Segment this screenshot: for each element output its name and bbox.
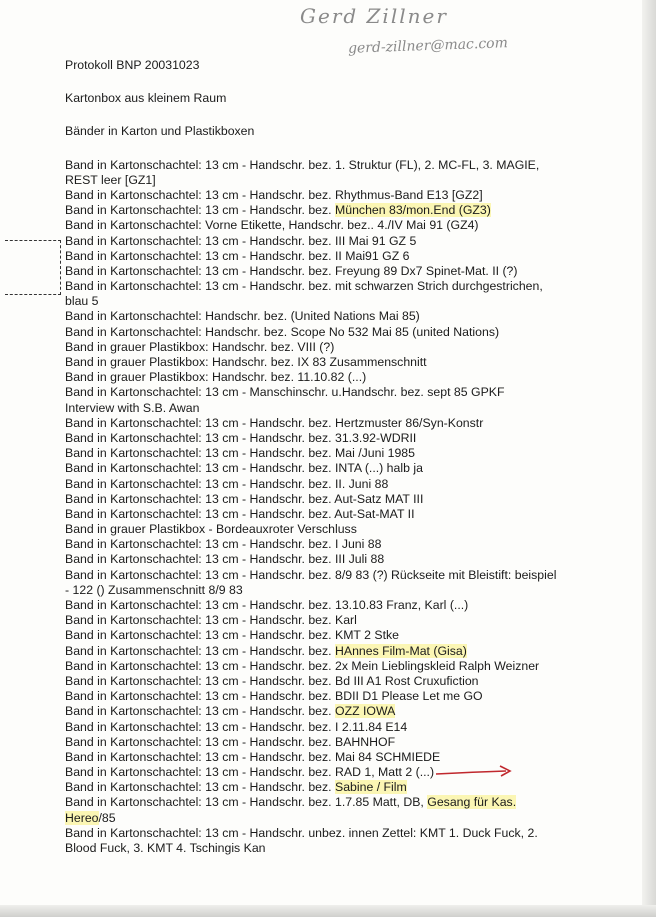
entry-text: Band in Kartonschachtel: 13 cm - Handschr. bez. Rhythmus-Band E13 [GZ2] [65, 187, 483, 202]
entry-list [65, 158, 595, 857]
entry-text: Blood Fuck, 3. KMT 4. Tschingis Kan [65, 841, 266, 855]
entry-line [65, 780, 595, 795]
entry-line [65, 613, 595, 628]
entry-text-tail: /85 [98, 810, 116, 825]
entry-line [65, 735, 595, 750]
entry-line [65, 583, 595, 598]
entry-line [65, 811, 595, 826]
handwritten-name: Gerd Zillner [300, 4, 448, 28]
entry-text: Band in Kartonschachtel: 13 cm - Handschr. bez. Freyung 89 Dx7 Spinet-Mat. II (?) [65, 263, 518, 278]
highlighted-text: HAnnes Film-Mat (Gisa) [335, 643, 467, 658]
entry-text: Band in Kartonschachtel: 13 cm - Handschr. bez. BAHNHOF [65, 734, 396, 749]
entry-line [65, 446, 595, 461]
highlighted-text: Sabine / Film [335, 780, 407, 795]
entry-text: Band in grauer Plastikbox: Handschr. bez. IX 83 Zusammenschnitt [65, 355, 427, 369]
entry-line [65, 173, 595, 188]
entry-line [65, 218, 595, 233]
entry-line [65, 507, 595, 522]
entry-text: Band in Kartonschachtel: 13 cm - Handschr. bez. III Juli 88 [65, 552, 385, 567]
entry-text: Band in Kartonschachtel: 13 cm - Handschr. bez. mit schwarzen Strich durchgestrichen, [65, 279, 543, 294]
entry-line [65, 492, 595, 507]
entry-text: Band in Kartonschachtel: 13 cm - Handschr. bez. II Mai91 GZ 6 [65, 248, 410, 263]
entry-text: Band in Kartonschachtel: 13 cm - Handschr. bez. 2x Mein Lieblingskleid Ralph Weizner [65, 658, 540, 673]
section-heading: Bänder in Karton und Plastikboxen [65, 124, 255, 139]
highlighted-text: OZZ IOWA [335, 704, 396, 719]
handwritten-email: gerd-zillner@mac.com [347, 35, 509, 57]
entry-text: Band in Kartonschachtel: 13 cm - Handschr. bez. II. Juni 88 [65, 476, 389, 491]
entry-text: Band in Kartonschachtel: 13 cm - Handschr. bez. III Mai 91 GZ 5 [65, 233, 417, 248]
entry-text: Band in Kartonschachtel: Handschr. bez. Scope No 532 Mai 85 (united Nations) [65, 324, 500, 339]
entry-text: Band in Kartonschachtel: 13 cm - Handschr. bez. Hertzmuster 86/Syn-Konstr [65, 415, 484, 430]
entry-text: Band in Kartonschachtel: 13 cm - Handschr. bez. Bd III A1 Rost Cruxufiction [65, 673, 479, 688]
entry-text: Band in Kartonschachtel: 13 cm - Handschr. bez. Mai 84 SCHMIEDE [65, 749, 441, 764]
entry-text: Band in Kartonschachtel: Vorne Etikette, Handschr. bez.. 4./IV Mai 91 (GZ4) [65, 218, 479, 233]
entry-text: Band in grauer Plastikbox: Handschr. bez. VIII (?) [65, 339, 335, 354]
entry-text: Band in Kartonschachtel: 13 cm - Handschr. bez. [65, 704, 335, 719]
entry-text: Band in Kartonschachtel: 13 cm - Handschr. bez. 13.10.83 Franz, Karl (...) [65, 598, 469, 612]
entry-line [65, 158, 595, 173]
entry-line [65, 765, 595, 780]
entry-text: Band in Kartonschachtel: 13 cm - Handschr. bez. 31.3.92-WDRII [65, 430, 417, 445]
entry-text: Band in grauer Plastikbox: Handschr. bez. 11.10.82 (...) [65, 370, 367, 385]
entry-line [65, 826, 595, 841]
entry-line [65, 401, 595, 416]
entry-line [65, 689, 595, 704]
entry-line [65, 659, 595, 674]
entry-text: Band in Kartonschachtel: 13 cm - Handschr. bez. [65, 203, 335, 218]
entry-line [65, 279, 595, 294]
entry-text: Band in Kartonschachtel: 13 cm - Handschr. bez. I Juni 88 [65, 537, 382, 552]
entry-line [65, 264, 595, 279]
entry-text: blau 5 [65, 294, 99, 309]
document-body [65, 58, 595, 856]
entry-text: Band in Kartonschachtel: 13 cm - Handschr. bez. I 2.11.84 E14 [65, 719, 408, 734]
highlighted-text: München 83/mon.End (GZ3) [335, 203, 491, 218]
entry-text: Band in Kartonschachtel: 13 cm - Handschr. bez. Aut-Sat-MAT II [65, 506, 415, 521]
entry-text: Band in Kartonschachtel: 13 cm - Handschr. bez. [65, 780, 335, 795]
entry-text: REST leer [GZ1] [65, 172, 156, 187]
entry-line [65, 644, 595, 659]
entry-line [65, 720, 595, 735]
entry-line [65, 355, 595, 370]
entry-line [65, 841, 595, 856]
entry-text: Band in Kartonschachtel: 13 cm - Handschr. bez. RAD 1, Matt 2 (...) [65, 765, 435, 780]
entry-line [65, 294, 595, 309]
entry-line [65, 750, 595, 765]
entry-text: Band in Kartonschachtel: 13 cm - Manschinschr. u.Handschr. bez. sept 85 GPKF [65, 385, 505, 400]
entry-text: Band in Kartonschachtel: 13 cm - Handschr. bez. BDII D1 Please Let me GO [65, 689, 483, 704]
entry-line [65, 537, 595, 552]
entry-line [65, 309, 595, 324]
entry-text: Band in grauer Plastikbox - Bordeauxroter Verschluss [65, 522, 357, 537]
entry-text: Band in Kartonschachtel: 13 cm - Handschr. bez. Karl [65, 613, 357, 628]
entry-line [65, 203, 595, 218]
document-title: Protokoll BNP 20031023 [65, 58, 200, 72]
entry-line [65, 795, 595, 810]
entry-line [65, 568, 595, 583]
entry-text: Band in Kartonschachtel: 13 cm - Handschr. bez. 1.7.85 Matt, DB, [65, 795, 428, 810]
page-edge-shadow-bottom [0, 905, 656, 917]
entry-line [65, 416, 595, 431]
entry-line [65, 477, 595, 492]
red-arrow-annotation [434, 764, 514, 780]
highlighted-text: Hereo [65, 810, 99, 825]
entry-line [65, 461, 595, 476]
entry-text: Band in Kartonschachtel: 13 cm - Handschr. unbez. innen Zettel: KMT 1. Duck Fuck, 2. [65, 825, 538, 840]
entry-line [65, 431, 595, 446]
entry-text: - 122 () Zusammenschnitt 8/9 83 [65, 582, 243, 597]
highlighted-text: Gesang für Kas. [427, 795, 517, 810]
entry-text: Band in Kartonschachtel: Handschr. bez. (United Nations Mai 85) [65, 309, 420, 324]
entry-line [65, 325, 595, 340]
entry-text: Band in Kartonschachtel: 13 cm - Handschr. bez. KMT 2 Stke [65, 628, 400, 643]
entry-line [65, 385, 595, 400]
entry-text: Band in Kartonschachtel: 13 cm - Handschr. bez. Aut-Satz MAT III [65, 491, 424, 506]
entry-line [65, 249, 595, 264]
dashed-margin-mark [5, 240, 61, 295]
entry-line [65, 674, 595, 689]
entry-line [65, 370, 595, 385]
entry-line [65, 628, 595, 643]
entry-text: Band in Kartonschachtel: 13 cm - Handschr. bez. Mai /Juni 1985 [65, 446, 415, 461]
entry-line [65, 522, 595, 537]
entry-text: Band in Kartonschachtel: 13 cm - Handschr. bez. INTA (...) halb ja [65, 461, 423, 476]
entry-line [65, 234, 595, 249]
entry-line [65, 552, 595, 567]
entry-text: Band in Kartonschachtel: 13 cm - Handschr. bez. 1. Struktur (FL), 2. MC-FL, 3. MAGIE, [65, 157, 540, 172]
entry-text: Band in Kartonschachtel: 13 cm - Handschr. bez. [65, 643, 335, 658]
entry-line [65, 704, 595, 719]
page-edge-shadow-right [642, 0, 656, 917]
entry-text: Interview with S.B. Awan [65, 400, 200, 415]
entry-line [65, 598, 595, 613]
entry-line [65, 340, 595, 355]
entry-line [65, 188, 595, 203]
entry-text: Band in Kartonschachtel: 13 cm - Handschr. bez. 8/9 83 (?) Rückseite mit Bleistift: beispiel [65, 567, 557, 582]
document-subtitle: Kartonbox aus kleinem Raum [65, 91, 227, 106]
